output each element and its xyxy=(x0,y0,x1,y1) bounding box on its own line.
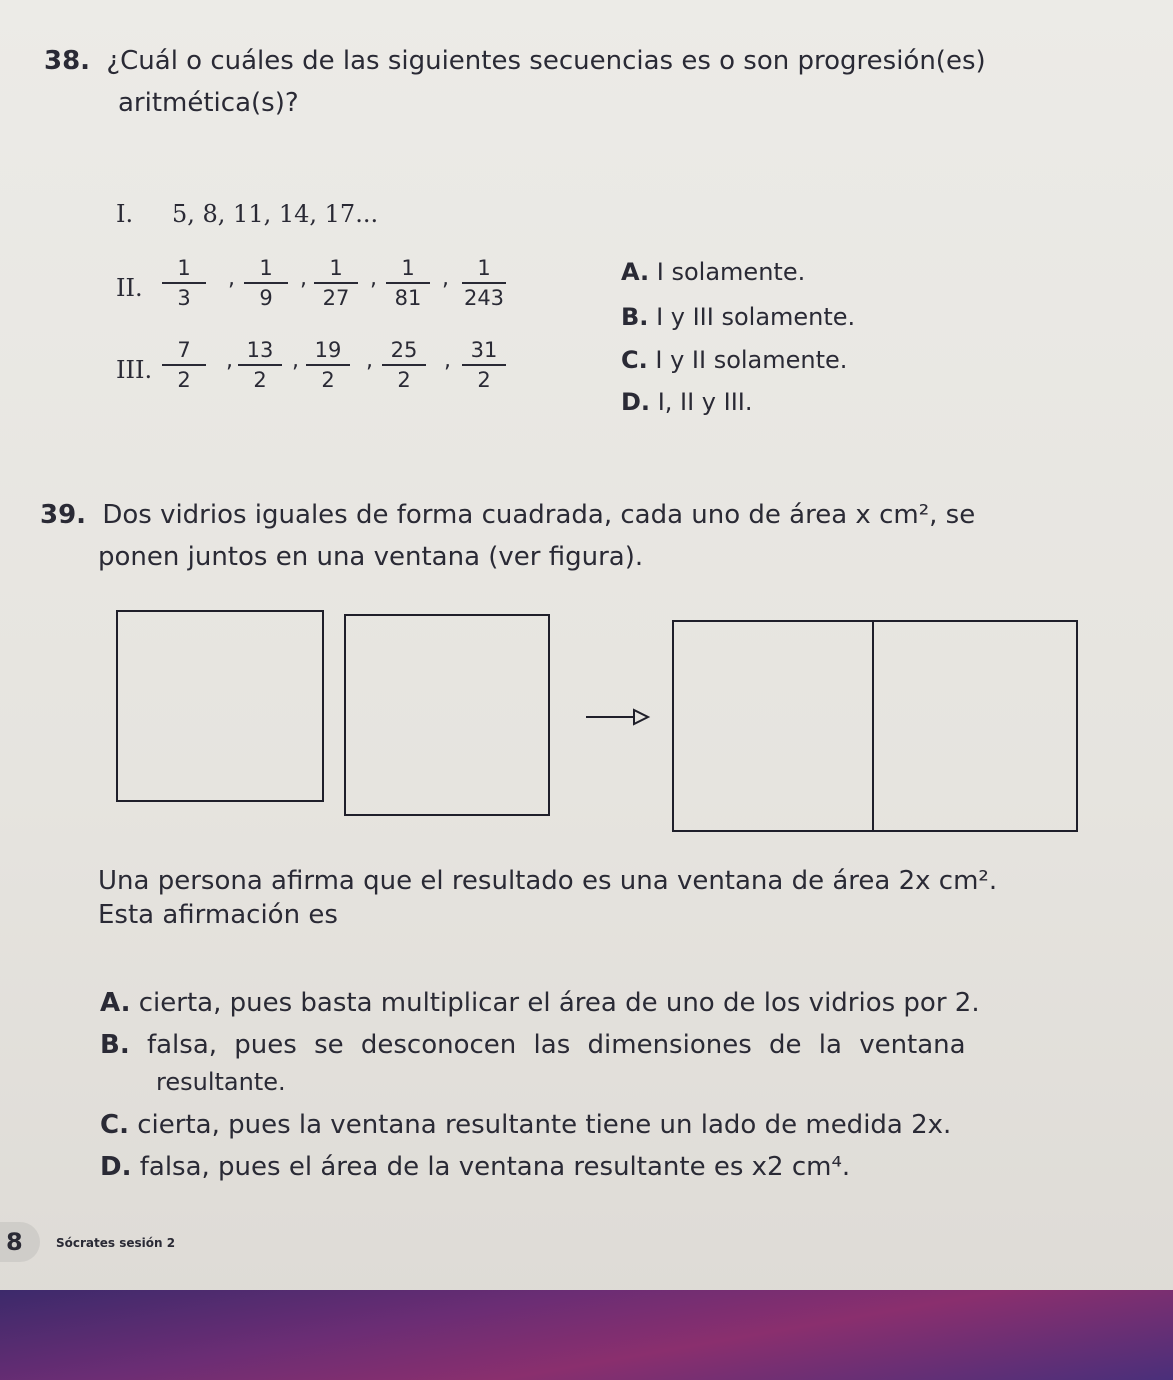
seq1-values: 5, 8, 11, 14, 17... xyxy=(172,200,379,228)
fraction-denominator: 2 xyxy=(253,368,267,392)
sequence-comma: , xyxy=(226,348,233,373)
fraction-bar xyxy=(162,282,206,284)
sequence-comma: , xyxy=(444,348,451,373)
question-39-number: 39. xyxy=(40,500,87,530)
fraction-numerator: 1 xyxy=(477,256,491,280)
fraction-bar xyxy=(462,364,506,366)
sequence-comma: , xyxy=(442,266,449,291)
seq1-label: I. xyxy=(116,200,134,228)
window-combined xyxy=(672,620,1078,832)
q39-option-d[interactable]: D. falsa, pues el área de la ventana resultante es x2 cm⁴. xyxy=(100,1152,851,1182)
fraction-denominator: 2 xyxy=(477,368,491,392)
fraction-denominator: 27 xyxy=(322,286,350,310)
seq2-fraction xyxy=(378,256,438,310)
question-39-line1 xyxy=(40,500,975,530)
q38-option-d[interactable]: D. I, II y III. xyxy=(621,388,753,416)
question-39-text: Dos vidrios iguales de forma cuadrada, cada uno de área x cm², se xyxy=(102,500,976,530)
q39-option-a[interactable]: A. cierta, pues basta multiplicar el área de uno de los vidrios por 2. xyxy=(100,988,980,1018)
fraction-denominator: 2 xyxy=(321,368,335,392)
q39-prompt: Esta afirmación es xyxy=(98,900,338,930)
seq3-label: III. xyxy=(116,356,153,384)
question-38-line2: aritmética(s)? xyxy=(118,88,299,118)
sequence-comma: , xyxy=(228,266,235,291)
question-38-text: ¿Cuál o cuáles de las siguientes secuencias es o son progresión(es) xyxy=(106,46,986,76)
fraction-denominator: 2 xyxy=(177,368,191,392)
seq3-fraction xyxy=(374,338,434,392)
fraction-numerator: 1 xyxy=(329,256,343,280)
q38-option-c[interactable]: C. I y II solamente. xyxy=(621,346,848,374)
fraction-denominator: 243 xyxy=(463,286,505,310)
q38-option-a[interactable]: A. I solamente. xyxy=(621,258,806,286)
fraction-numerator: 25 xyxy=(390,338,418,362)
sequence-comma: , xyxy=(366,348,373,373)
fraction-bar xyxy=(162,364,206,366)
fraction-denominator: 81 xyxy=(394,286,422,310)
fraction-bar xyxy=(244,282,288,284)
glass-square-right xyxy=(344,614,550,816)
fraction-denominator: 2 xyxy=(397,368,411,392)
fraction-denominator: 9 xyxy=(259,286,273,310)
fraction-numerator: 13 xyxy=(246,338,274,362)
sequence-comma: , xyxy=(292,348,299,373)
question-38-number: 38. xyxy=(44,46,91,76)
question-39-line2: ponen juntos en una ventana (ver figura). xyxy=(98,542,644,572)
seq3-fraction xyxy=(298,338,358,392)
fraction-numerator: 7 xyxy=(177,338,191,362)
q39-option-c[interactable]: C. cierta, pues la ventana resultante tiene un lado de medida 2x. xyxy=(100,1110,952,1140)
glass-square-left xyxy=(116,610,324,802)
fraction-numerator: 1 xyxy=(259,256,273,280)
seq2-fraction xyxy=(306,256,366,310)
fraction-denominator: 3 xyxy=(177,286,191,310)
sequence-comma: , xyxy=(370,266,377,291)
seq2-fraction xyxy=(454,256,514,310)
q39-option-b-cont: resultante. xyxy=(156,1068,286,1096)
fraction-numerator: 1 xyxy=(401,256,415,280)
fabric-background xyxy=(0,1290,1173,1380)
fraction-numerator: 19 xyxy=(314,338,342,362)
arrow-right-icon xyxy=(584,706,654,728)
fraction-bar xyxy=(462,282,506,284)
fraction-bar xyxy=(314,282,358,284)
fraction-bar xyxy=(238,364,282,366)
q38-option-b[interactable]: B. I y III solamente. xyxy=(621,303,856,331)
fraction-bar xyxy=(386,282,430,284)
seq3-fraction xyxy=(454,338,514,392)
fraction-bar xyxy=(306,364,350,366)
seq2-fraction xyxy=(154,256,214,310)
q39-statement: Una persona afirma que el resultado es una ventana de área 2x cm². xyxy=(98,866,998,896)
seq3-fraction xyxy=(230,338,290,392)
footer-label: Sócrates sesión 2 xyxy=(56,1236,176,1250)
seq2-label: II. xyxy=(116,274,143,302)
fraction-numerator: 31 xyxy=(470,338,498,362)
fraction-bar xyxy=(382,364,426,366)
window-divider xyxy=(872,620,874,832)
page-number: 8 xyxy=(6,1228,23,1256)
fraction-numerator: 1 xyxy=(177,256,191,280)
seq3-fraction xyxy=(154,338,214,392)
q39-option-b[interactable]: B. falsa, pues se desconocen las dimensiones de la ventana xyxy=(100,1030,966,1060)
sequence-comma: , xyxy=(300,266,307,291)
question-38-line1 xyxy=(44,46,986,76)
seq2-fraction xyxy=(236,256,296,310)
